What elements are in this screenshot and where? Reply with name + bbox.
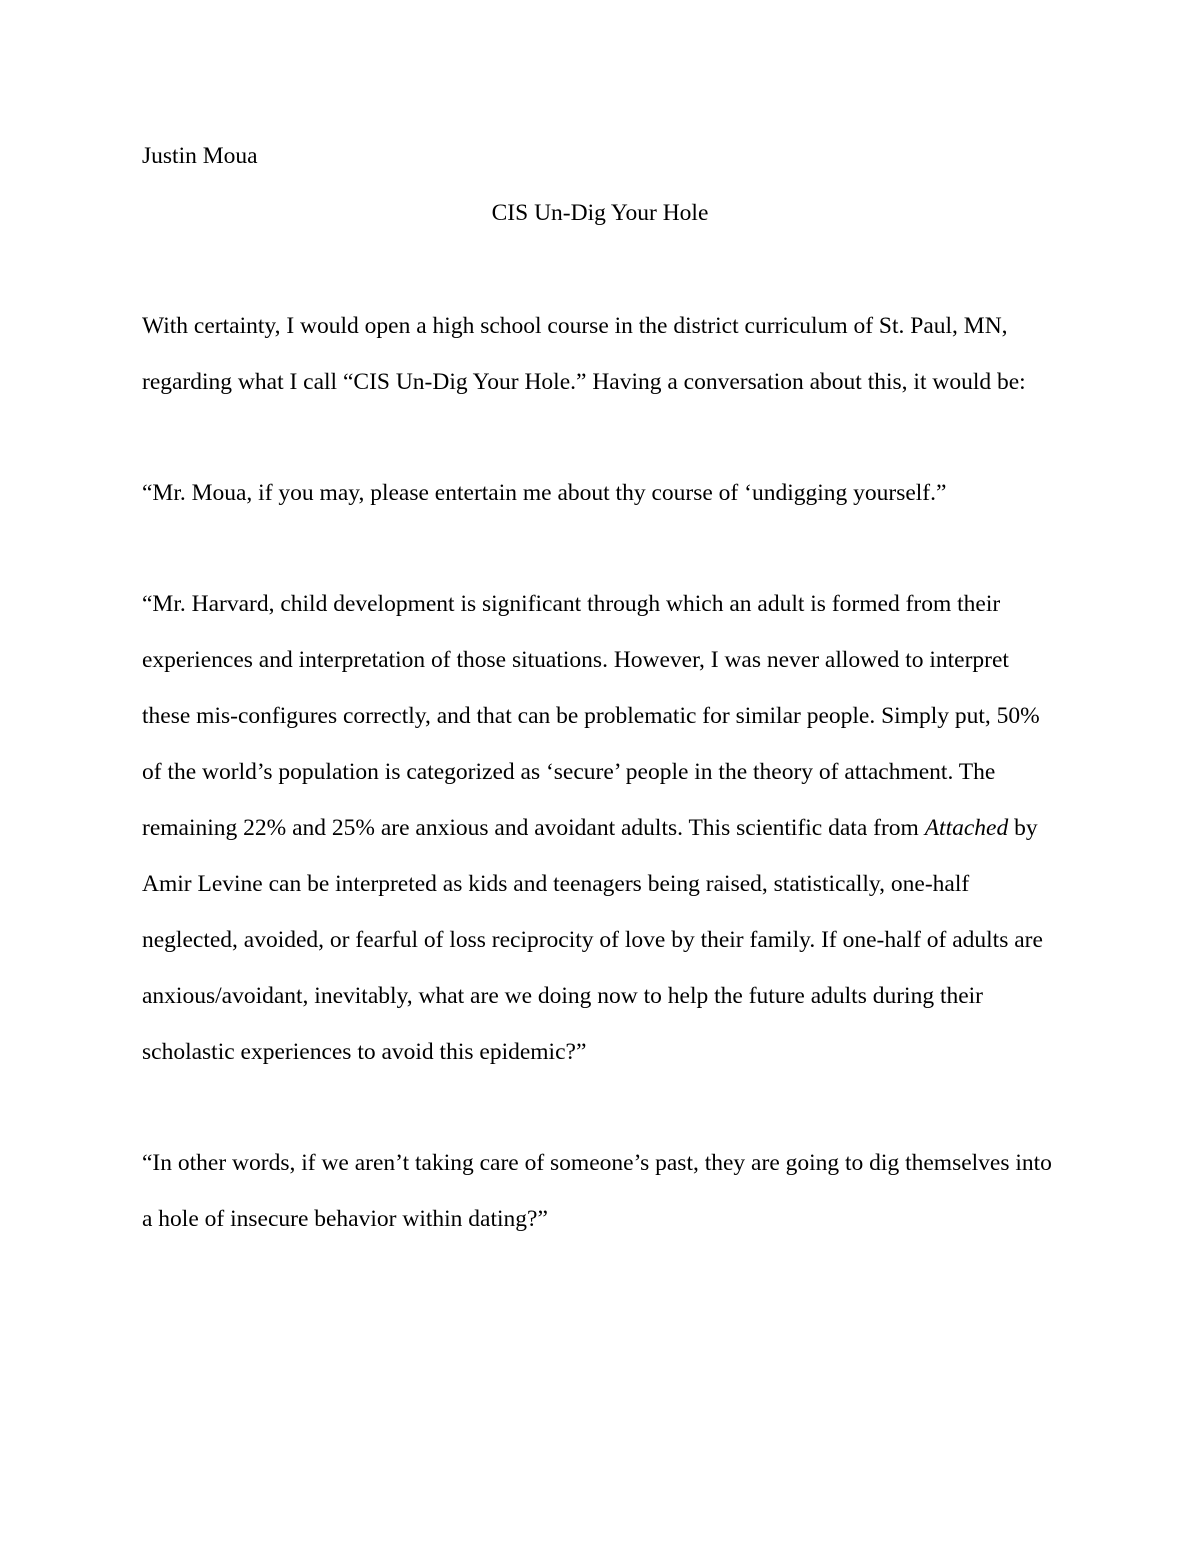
paragraph-3-line-7: neglected, avoided, or fearful of loss reciprocity of love by their family. If one-half of adults are xyxy=(142,927,1043,953)
paragraph-1-line-1: With certainty, I would open a high school course in the district curriculum of St. Paul, MN, xyxy=(142,313,1008,339)
paragraph-3-line-8: anxious/avoidant, inevitably, what are we doing now to help the future adults during their xyxy=(142,983,984,1009)
paragraph-4-line-1: “In other words, if we aren’t taking care of someone’s past, they are going to dig themselves into xyxy=(142,1150,1052,1176)
paragraph-3-line-6: Amir Levine can be interpreted as kids and teenagers being raised, statistically, one-half xyxy=(142,871,970,897)
book-title-attached: Attached xyxy=(924,815,1009,841)
paragraph-3-line-3: these mis-configures correctly, and that can be problematic for similar people. Simply put, 50% xyxy=(142,703,1040,729)
paragraph-3-line-5 xyxy=(142,813,1038,843)
paragraph-1-line-2: regarding what I call “CIS Un-Dig Your Hole.” Having a conversation about this, it would be: xyxy=(142,369,1026,395)
paragraph-2-line-1: “Mr. Moua, if you may, please entertain me about thy course of ‘undigging yourself.” xyxy=(142,480,947,506)
paragraph-3-line-1: “Mr. Harvard, child development is significant through which an adult is formed from their xyxy=(142,591,1001,617)
paragraph-3-line-2: experiences and interpretation of those situations. However, I was never allowed to interpret xyxy=(142,647,1009,673)
line-text-before: remaining 22% and 25% are anxious and avoidant adults. This scientific data from xyxy=(142,815,925,841)
line-text-after: by xyxy=(1008,815,1038,841)
paragraph-3-line-9: scholastic experiences to avoid this epidemic?” xyxy=(142,1039,587,1065)
paragraph-3-line-4: of the world’s population is categorized as ‘secure’ people in the theory of attachment. The xyxy=(142,759,996,785)
document-title: CIS Un-Dig Your Hole xyxy=(491,200,709,226)
paragraph-4-line-2: a hole of insecure behavior within dating?” xyxy=(142,1206,548,1232)
author-name: Justin Moua xyxy=(142,143,258,169)
